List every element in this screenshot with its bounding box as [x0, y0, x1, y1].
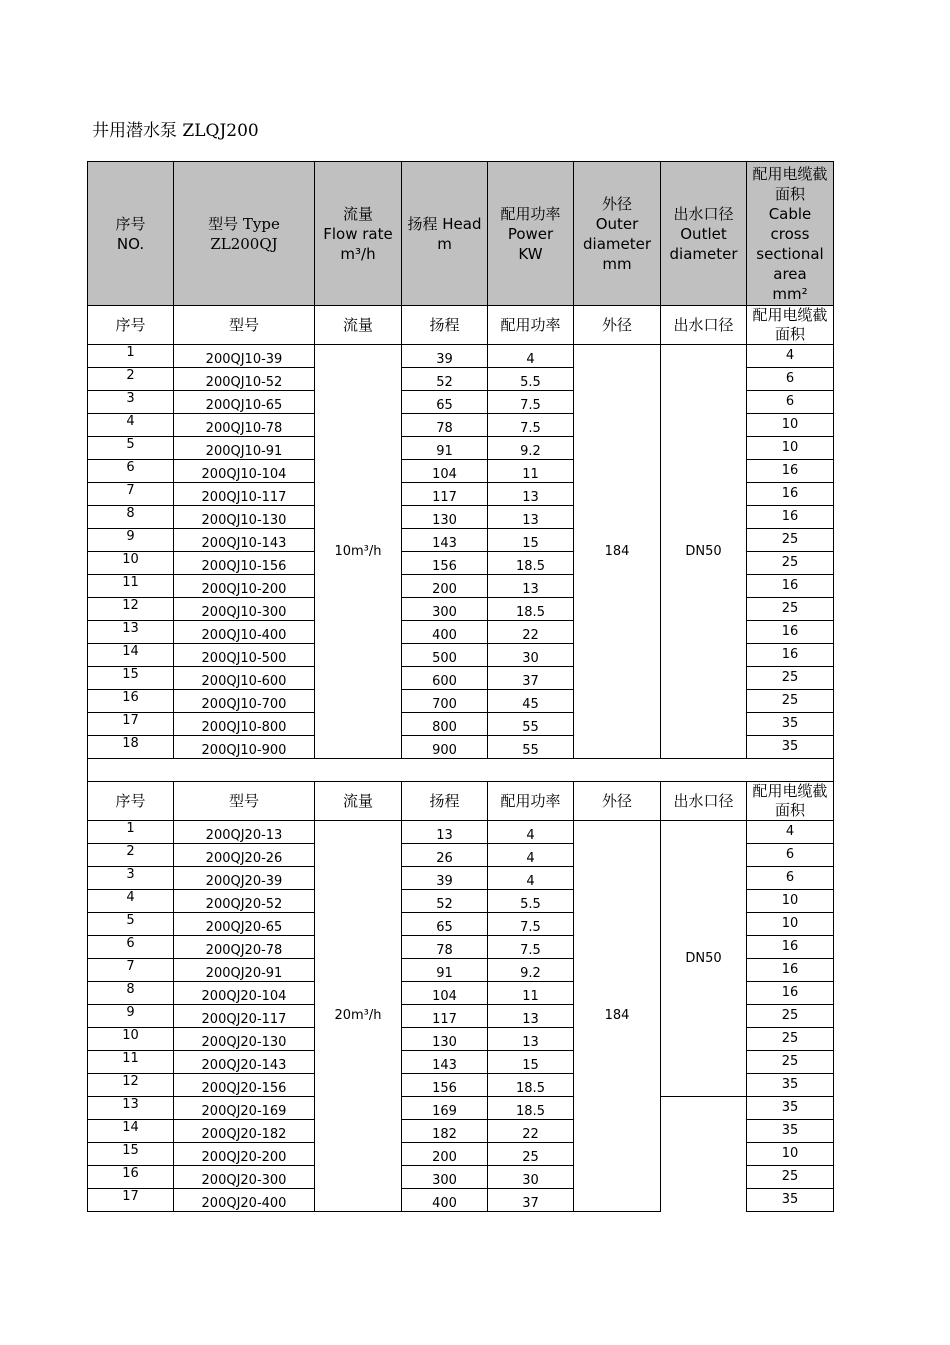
row-no: 12 [88, 1074, 174, 1097]
row-power: 18.5 [488, 552, 574, 575]
row-cable: 16 [747, 644, 834, 667]
table-row [88, 345, 834, 368]
row-power: 18.5 [488, 598, 574, 621]
row-no: 11 [88, 575, 174, 598]
row-cable: 4 [747, 821, 834, 844]
subheader-head: 扬程 [402, 782, 488, 821]
subheader-outer: 外径 [574, 306, 661, 345]
row-power: 13 [488, 1028, 574, 1051]
row-power: 4 [488, 821, 574, 844]
row-cable: 16 [747, 621, 834, 644]
row-head: 500 [402, 644, 488, 667]
row-power: 55 [488, 713, 574, 736]
row-power: 15 [488, 1051, 574, 1074]
row-power: 9.2 [488, 437, 574, 460]
row-cable: 16 [747, 506, 834, 529]
row-power: 9.2 [488, 959, 574, 982]
spacer-cell [88, 759, 834, 782]
row-model: 200QJ10-52 [174, 368, 315, 391]
row-cable: 4 [747, 345, 834, 368]
row-head: 13 [402, 821, 488, 844]
row-head: 400 [402, 1189, 488, 1212]
subheader-head: 扬程 [402, 306, 488, 345]
row-no: 8 [88, 982, 174, 1005]
row-model: 200QJ20-65 [174, 913, 315, 936]
row-no: 6 [88, 460, 174, 483]
row-no: 9 [88, 529, 174, 552]
header-model: 型号 Type ZL200QJ [174, 162, 315, 306]
row-head: 169 [402, 1097, 488, 1120]
row-no: 4 [88, 414, 174, 437]
row-no: 5 [88, 437, 174, 460]
row-cable: 16 [747, 483, 834, 506]
row-no: 16 [88, 1166, 174, 1189]
row-power: 13 [488, 575, 574, 598]
table-row [88, 821, 834, 844]
row-head: 104 [402, 460, 488, 483]
row-model: 200QJ10-200 [174, 575, 315, 598]
row-head: 143 [402, 1051, 488, 1074]
row-cable: 6 [747, 368, 834, 391]
row-power: 22 [488, 1120, 574, 1143]
outlet-diameter-blank [661, 1097, 747, 1212]
row-cable: 35 [747, 1074, 834, 1097]
row-model: 200QJ20-143 [174, 1051, 315, 1074]
row-head: 182 [402, 1120, 488, 1143]
row-model: 200QJ20-39 [174, 867, 315, 890]
row-no: 3 [88, 867, 174, 890]
row-cable: 16 [747, 982, 834, 1005]
row-head: 143 [402, 529, 488, 552]
row-no: 18 [88, 736, 174, 759]
row-power: 30 [488, 1166, 574, 1189]
row-cable: 35 [747, 736, 834, 759]
row-no: 14 [88, 1120, 174, 1143]
row-power: 25 [488, 1143, 574, 1166]
header-flow: 流量 Flow rate m³/h [315, 162, 402, 306]
row-no: 13 [88, 621, 174, 644]
row-head: 800 [402, 713, 488, 736]
outlet-diameter-cell: DN50 [661, 345, 747, 759]
row-model: 200QJ20-26 [174, 844, 315, 867]
header-row [88, 162, 834, 306]
row-head: 52 [402, 368, 488, 391]
row-power: 7.5 [488, 414, 574, 437]
row-model: 200QJ10-900 [174, 736, 315, 759]
row-head: 117 [402, 1005, 488, 1028]
row-head: 117 [402, 483, 488, 506]
row-model: 200QJ20-130 [174, 1028, 315, 1051]
row-no: 15 [88, 667, 174, 690]
row-power: 22 [488, 621, 574, 644]
row-no: 12 [88, 598, 174, 621]
row-model: 200QJ10-130 [174, 506, 315, 529]
row-power: 13 [488, 1005, 574, 1028]
row-power: 5.5 [488, 890, 574, 913]
row-head: 600 [402, 667, 488, 690]
subheader-model: 型号 [174, 306, 315, 345]
row-model: 200QJ10-65 [174, 391, 315, 414]
row-head: 156 [402, 552, 488, 575]
subheader-flow: 流量 [315, 306, 402, 345]
row-no: 4 [88, 890, 174, 913]
row-no: 15 [88, 1143, 174, 1166]
row-no: 10 [88, 552, 174, 575]
row-head: 300 [402, 1166, 488, 1189]
row-head: 39 [402, 867, 488, 890]
row-cable: 10 [747, 414, 834, 437]
row-model: 200QJ20-182 [174, 1120, 315, 1143]
row-cable: 16 [747, 575, 834, 598]
subheader-cable: 配用电缆截面积 [747, 306, 834, 345]
subheader-power: 配用功率 [488, 306, 574, 345]
outer-diameter-cell: 184 [574, 345, 661, 759]
row-power: 7.5 [488, 936, 574, 959]
row-cable: 10 [747, 913, 834, 936]
row-power: 11 [488, 982, 574, 1005]
subheader-no: 序号 [88, 782, 174, 821]
row-head: 700 [402, 690, 488, 713]
subheader-no: 序号 [88, 306, 174, 345]
row-no: 17 [88, 1189, 174, 1212]
subheader-model: 型号 [174, 782, 315, 821]
flow-rate-cell: 20m³/h [315, 821, 402, 1212]
row-model: 200QJ10-143 [174, 529, 315, 552]
row-cable: 35 [747, 1097, 834, 1120]
header-head: 扬程 Head m [402, 162, 488, 306]
row-cable: 6 [747, 391, 834, 414]
row-cable: 25 [747, 690, 834, 713]
row-no: 7 [88, 483, 174, 506]
row-cable: 25 [747, 552, 834, 575]
row-model: 200QJ20-117 [174, 1005, 315, 1028]
row-power: 11 [488, 460, 574, 483]
header-power: 配用功率 Power KW [488, 162, 574, 306]
row-model: 200QJ10-117 [174, 483, 315, 506]
pump-spec-table [87, 161, 834, 1212]
row-no: 2 [88, 368, 174, 391]
row-model: 200QJ10-500 [174, 644, 315, 667]
row-head: 26 [402, 844, 488, 867]
header-no: 序号 NO. [88, 162, 174, 306]
row-head: 104 [402, 982, 488, 1005]
row-power: 37 [488, 667, 574, 690]
row-cable: 6 [747, 867, 834, 890]
row-head: 52 [402, 890, 488, 913]
row-model: 200QJ20-400 [174, 1189, 315, 1212]
row-cable: 25 [747, 667, 834, 690]
table-row [88, 1097, 834, 1120]
row-head: 300 [402, 598, 488, 621]
row-cable: 16 [747, 936, 834, 959]
row-no: 6 [88, 936, 174, 959]
row-no: 7 [88, 959, 174, 982]
row-model: 200QJ10-700 [174, 690, 315, 713]
row-no: 3 [88, 391, 174, 414]
row-cable: 10 [747, 1143, 834, 1166]
row-model: 200QJ20-78 [174, 936, 315, 959]
row-cable: 25 [747, 1051, 834, 1074]
row-power: 15 [488, 529, 574, 552]
row-head: 200 [402, 1143, 488, 1166]
row-cable: 35 [747, 713, 834, 736]
row-power: 37 [488, 1189, 574, 1212]
row-power: 4 [488, 844, 574, 867]
row-cable: 25 [747, 529, 834, 552]
row-head: 39 [402, 345, 488, 368]
row-no: 5 [88, 913, 174, 936]
subheader-power: 配用功率 [488, 782, 574, 821]
page-title: 井用潜水泵 ZLQJ200 [92, 121, 259, 141]
row-head: 65 [402, 391, 488, 414]
subheader-row-2 [88, 782, 834, 821]
outlet-diameter-cell: DN50 [661, 821, 747, 1097]
outer-diameter-cell: 184 [574, 821, 661, 1212]
row-cable: 16 [747, 460, 834, 483]
row-power: 4 [488, 345, 574, 368]
row-head: 900 [402, 736, 488, 759]
row-no: 17 [88, 713, 174, 736]
row-model: 200QJ10-91 [174, 437, 315, 460]
spacer-row [88, 759, 834, 782]
row-model: 200QJ10-78 [174, 414, 315, 437]
row-power: 13 [488, 506, 574, 529]
row-head: 156 [402, 1074, 488, 1097]
header-outlet-diameter: 出水口径 Outlet diameter [661, 162, 747, 306]
row-model: 200QJ10-300 [174, 598, 315, 621]
row-head: 130 [402, 506, 488, 529]
row-cable: 35 [747, 1120, 834, 1143]
row-head: 200 [402, 575, 488, 598]
row-no: 11 [88, 1051, 174, 1074]
row-model: 200QJ20-13 [174, 821, 315, 844]
row-head: 65 [402, 913, 488, 936]
flow-rate-cell: 10m³/h [315, 345, 402, 759]
row-power: 5.5 [488, 368, 574, 391]
row-no: 2 [88, 844, 174, 867]
row-cable: 25 [747, 1166, 834, 1189]
row-model: 200QJ20-104 [174, 982, 315, 1005]
header-outer-diameter: 外径 Outer diameter mm [574, 162, 661, 306]
subheader-flow: 流量 [315, 782, 402, 821]
row-model: 200QJ10-600 [174, 667, 315, 690]
row-head: 78 [402, 414, 488, 437]
row-power: 7.5 [488, 391, 574, 414]
row-model: 200QJ10-800 [174, 713, 315, 736]
header-cable: 配用电缆截 面积 Cable cross sectional area mm² [747, 162, 834, 306]
row-power: 30 [488, 644, 574, 667]
row-no: 14 [88, 644, 174, 667]
subheader-outer: 外径 [574, 782, 661, 821]
row-model: 200QJ20-52 [174, 890, 315, 913]
row-model: 200QJ10-104 [174, 460, 315, 483]
subheader-outlet: 出水口径 [661, 306, 747, 345]
row-cable: 10 [747, 890, 834, 913]
row-cable: 25 [747, 1028, 834, 1051]
row-head: 400 [402, 621, 488, 644]
row-model: 200QJ20-300 [174, 1166, 315, 1189]
row-head: 130 [402, 1028, 488, 1051]
row-no: 9 [88, 1005, 174, 1028]
row-model: 200QJ10-400 [174, 621, 315, 644]
row-model: 200QJ20-91 [174, 959, 315, 982]
row-head: 91 [402, 437, 488, 460]
row-cable: 6 [747, 844, 834, 867]
row-no: 10 [88, 1028, 174, 1051]
row-no: 13 [88, 1097, 174, 1120]
row-cable: 16 [747, 959, 834, 982]
row-no: 1 [88, 345, 174, 368]
row-head: 91 [402, 959, 488, 982]
row-model: 200QJ20-200 [174, 1143, 315, 1166]
row-model: 200QJ20-156 [174, 1074, 315, 1097]
row-model: 200QJ10-156 [174, 552, 315, 575]
row-no: 16 [88, 690, 174, 713]
row-power: 55 [488, 736, 574, 759]
row-power: 13 [488, 483, 574, 506]
row-cable: 35 [747, 1189, 834, 1212]
row-no: 1 [88, 821, 174, 844]
row-model: 200QJ20-169 [174, 1097, 315, 1120]
subheader-cable: 配用电缆截面积 [747, 782, 834, 821]
row-power: 7.5 [488, 913, 574, 936]
row-head: 78 [402, 936, 488, 959]
row-model: 200QJ10-39 [174, 345, 315, 368]
subheader-row-1 [88, 306, 834, 345]
row-power: 18.5 [488, 1097, 574, 1120]
row-no: 8 [88, 506, 174, 529]
row-cable: 25 [747, 598, 834, 621]
row-cable: 25 [747, 1005, 834, 1028]
row-power: 45 [488, 690, 574, 713]
subheader-outlet: 出水口径 [661, 782, 747, 821]
row-cable: 10 [747, 437, 834, 460]
row-power: 18.5 [488, 1074, 574, 1097]
row-power: 4 [488, 867, 574, 890]
